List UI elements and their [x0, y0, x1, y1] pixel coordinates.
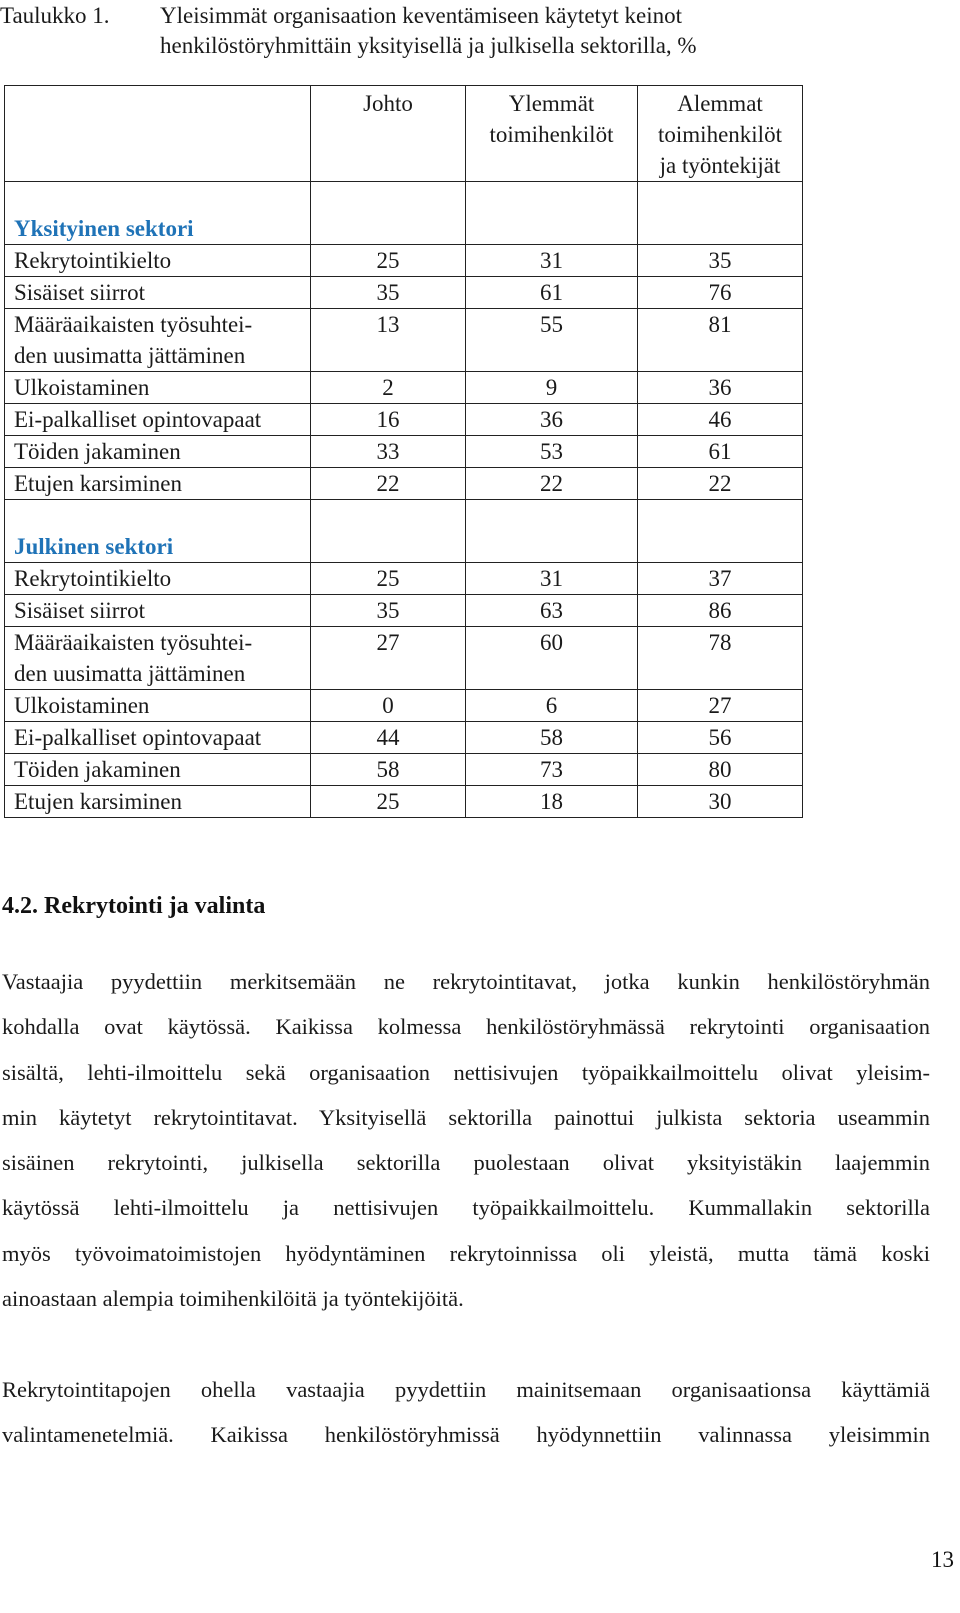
table-row	[5, 309, 803, 372]
table-row	[5, 468, 803, 500]
section-heading: 4.2. Rekrytointi ja valinta	[2, 893, 266, 919]
value-cell: 2	[311, 372, 466, 404]
empty-cell	[466, 182, 638, 245]
row-label	[5, 372, 311, 404]
value-cell: 61	[466, 277, 638, 309]
table-row	[5, 690, 803, 722]
value-cell: 55	[466, 309, 638, 372]
row-label-line: Ei-palkalliset opintovapaat	[14, 407, 262, 432]
row-label	[5, 595, 311, 627]
value-cell: 30	[638, 786, 803, 818]
value-cell: 63	[466, 595, 638, 627]
paragraph-line: min käytetyt rekrytointitavat. Yksityisellä sektorilla painottui julkista sektoria useammin	[2, 1104, 930, 1130]
paragraph-line: valintamenetelmiä. Kaikissa henkilöstöryhmissä hyödynnettiin valinnassa yleisimmin	[2, 1422, 930, 1448]
column-header	[466, 86, 638, 182]
row-label	[5, 404, 311, 436]
value-cell: 76	[638, 277, 803, 309]
row-label-line: Sisäiset siirrot	[14, 280, 145, 305]
data-table	[4, 85, 803, 818]
caption-line-2: henkilöstöryhmittäin yksityisellä ja julkisella sektorilla, %	[160, 33, 697, 58]
paragraph-line: sisäinen rekrytointi, julkisella sektorilla puolestaan olivat yksityistäkin laajemmin	[2, 1150, 930, 1176]
value-cell: 58	[466, 722, 638, 754]
row-label	[5, 468, 311, 500]
column-header-line: Johto	[363, 91, 413, 116]
paragraph-line: kohdalla ovat käytössä. Kaikissa kolmessa henkilöstöryhmässä rekrytointi organisaation	[2, 1014, 930, 1040]
column-header	[311, 86, 466, 182]
table-row	[5, 754, 803, 786]
row-label	[5, 627, 311, 690]
value-cell: 33	[311, 436, 466, 468]
value-cell: 36	[638, 372, 803, 404]
row-label-line: Määräaikaisten työsuhtei-	[14, 312, 253, 337]
row-label-line: Ulkoistaminen	[14, 375, 150, 400]
value-cell: 9	[466, 372, 638, 404]
row-label-line: Määräaikaisten työsuhtei-	[14, 630, 253, 655]
value-cell: 37	[638, 563, 803, 595]
empty-cell	[638, 500, 803, 563]
row-label-line: Töiden jakaminen	[14, 439, 181, 464]
section-row	[5, 182, 803, 245]
page-number: 13	[931, 1547, 954, 1572]
table-row	[5, 372, 803, 404]
value-cell: 22	[638, 468, 803, 500]
column-header-line: ja työntekijät	[659, 153, 781, 178]
row-label-line: Rekrytointikielto	[14, 566, 172, 591]
caption-line-1: Yleisimmät organisaation keventämiseen käytetyt keinot	[160, 3, 683, 28]
value-cell: 80	[638, 754, 803, 786]
row-label-line: Ei-palkalliset opintovapaat	[14, 725, 262, 750]
row-label	[5, 245, 311, 277]
value-cell: 35	[311, 595, 466, 627]
row-label	[5, 309, 311, 372]
empty-cell	[466, 500, 638, 563]
value-cell: 73	[466, 754, 638, 786]
paragraph-line: myös työvoimatoimistojen hyödyntäminen rekrytoinnissa oli yleistä, mutta tämä koski	[2, 1240, 930, 1266]
value-cell: 58	[311, 754, 466, 786]
value-cell: 61	[638, 436, 803, 468]
paragraph-line: Vastaajia pyydettiin merkitsemään ne rekrytointitavat, jotka kunkin henkilöstöryhmän	[2, 969, 930, 994]
value-cell: 35	[638, 245, 803, 277]
value-cell: 25	[311, 245, 466, 277]
value-cell: 18	[466, 786, 638, 818]
table-row	[5, 595, 803, 627]
row-label	[5, 436, 311, 468]
empty-cell	[638, 182, 803, 245]
empty-cell	[311, 182, 466, 245]
value-cell: 56	[638, 722, 803, 754]
value-cell: 0	[311, 690, 466, 722]
value-cell: 27	[311, 627, 466, 690]
row-label-line: Töiden jakaminen	[14, 757, 181, 782]
value-cell: 6	[466, 690, 638, 722]
column-header-line: Alemmat	[677, 91, 763, 116]
value-cell: 31	[466, 245, 638, 277]
row-label-line: den uusimatta jättäminen	[14, 343, 246, 368]
value-cell: 44	[311, 722, 466, 754]
value-cell: 86	[638, 595, 803, 627]
row-label-line: Etujen karsiminen	[14, 471, 182, 496]
table-row	[5, 786, 803, 818]
paragraph-1	[2, 959, 930, 1321]
section-title: Yksityinen sektori	[5, 182, 311, 245]
value-cell: 78	[638, 627, 803, 690]
column-header-line: Ylemmät	[508, 91, 595, 116]
value-cell: 36	[466, 404, 638, 436]
value-cell: 60	[466, 627, 638, 690]
row-label-line: Etujen karsiminen	[14, 789, 182, 814]
value-cell: 25	[311, 786, 466, 818]
caption-label: Taulukko 1.	[0, 3, 110, 28]
column-header-line: toimihenkilöt	[658, 122, 782, 147]
row-label-line: Ulkoistaminen	[14, 693, 150, 718]
paragraph-line: Rekrytointitapojen ohella vastaajia pyydettiin mainitsemaan organisaationsa käyttämiä	[2, 1377, 930, 1402]
header-corner-cell	[5, 86, 311, 182]
table-row	[5, 436, 803, 468]
row-label	[5, 690, 311, 722]
table-row	[5, 722, 803, 754]
value-cell: 46	[638, 404, 803, 436]
table-row	[5, 277, 803, 309]
empty-cell	[311, 500, 466, 563]
value-cell: 31	[466, 563, 638, 595]
table-row	[5, 404, 803, 436]
value-cell: 22	[311, 468, 466, 500]
row-label	[5, 277, 311, 309]
paragraph-line: ainoastaan alempia toimihenkilöitä ja työntekijöitä.	[2, 1286, 464, 1312]
column-header	[638, 86, 803, 182]
table-header-row	[5, 86, 803, 182]
section-row	[5, 500, 803, 563]
section-title: Julkinen sektori	[5, 500, 311, 563]
row-label	[5, 786, 311, 818]
row-label	[5, 722, 311, 754]
paragraph-line: käytössä lehti-ilmoittelu ja nettisivujen työpaikkailmoittelu. Kummallakin sektorilla	[2, 1195, 930, 1221]
row-label-line: Sisäiset siirrot	[14, 598, 145, 623]
value-cell: 22	[466, 468, 638, 500]
paragraph-2	[2, 1367, 930, 1458]
value-cell: 16	[311, 404, 466, 436]
paragraph-line: sisältä, lehti-ilmoittelu sekä organisaation nettisivujen työpaikkailmoittelu olivat yleisim-	[2, 1059, 930, 1085]
value-cell: 81	[638, 309, 803, 372]
value-cell: 27	[638, 690, 803, 722]
value-cell: 13	[311, 309, 466, 372]
row-label-line: Rekrytointikielto	[14, 248, 172, 273]
table-row	[5, 563, 803, 595]
table-row	[5, 245, 803, 277]
row-label	[5, 563, 311, 595]
value-cell: 25	[311, 563, 466, 595]
table-row	[5, 627, 803, 690]
column-header-line: toimihenkilöt	[489, 122, 614, 147]
value-cell: 53	[466, 436, 638, 468]
row-label	[5, 754, 311, 786]
row-label-line: den uusimatta jättäminen	[14, 661, 246, 686]
value-cell: 35	[311, 277, 466, 309]
